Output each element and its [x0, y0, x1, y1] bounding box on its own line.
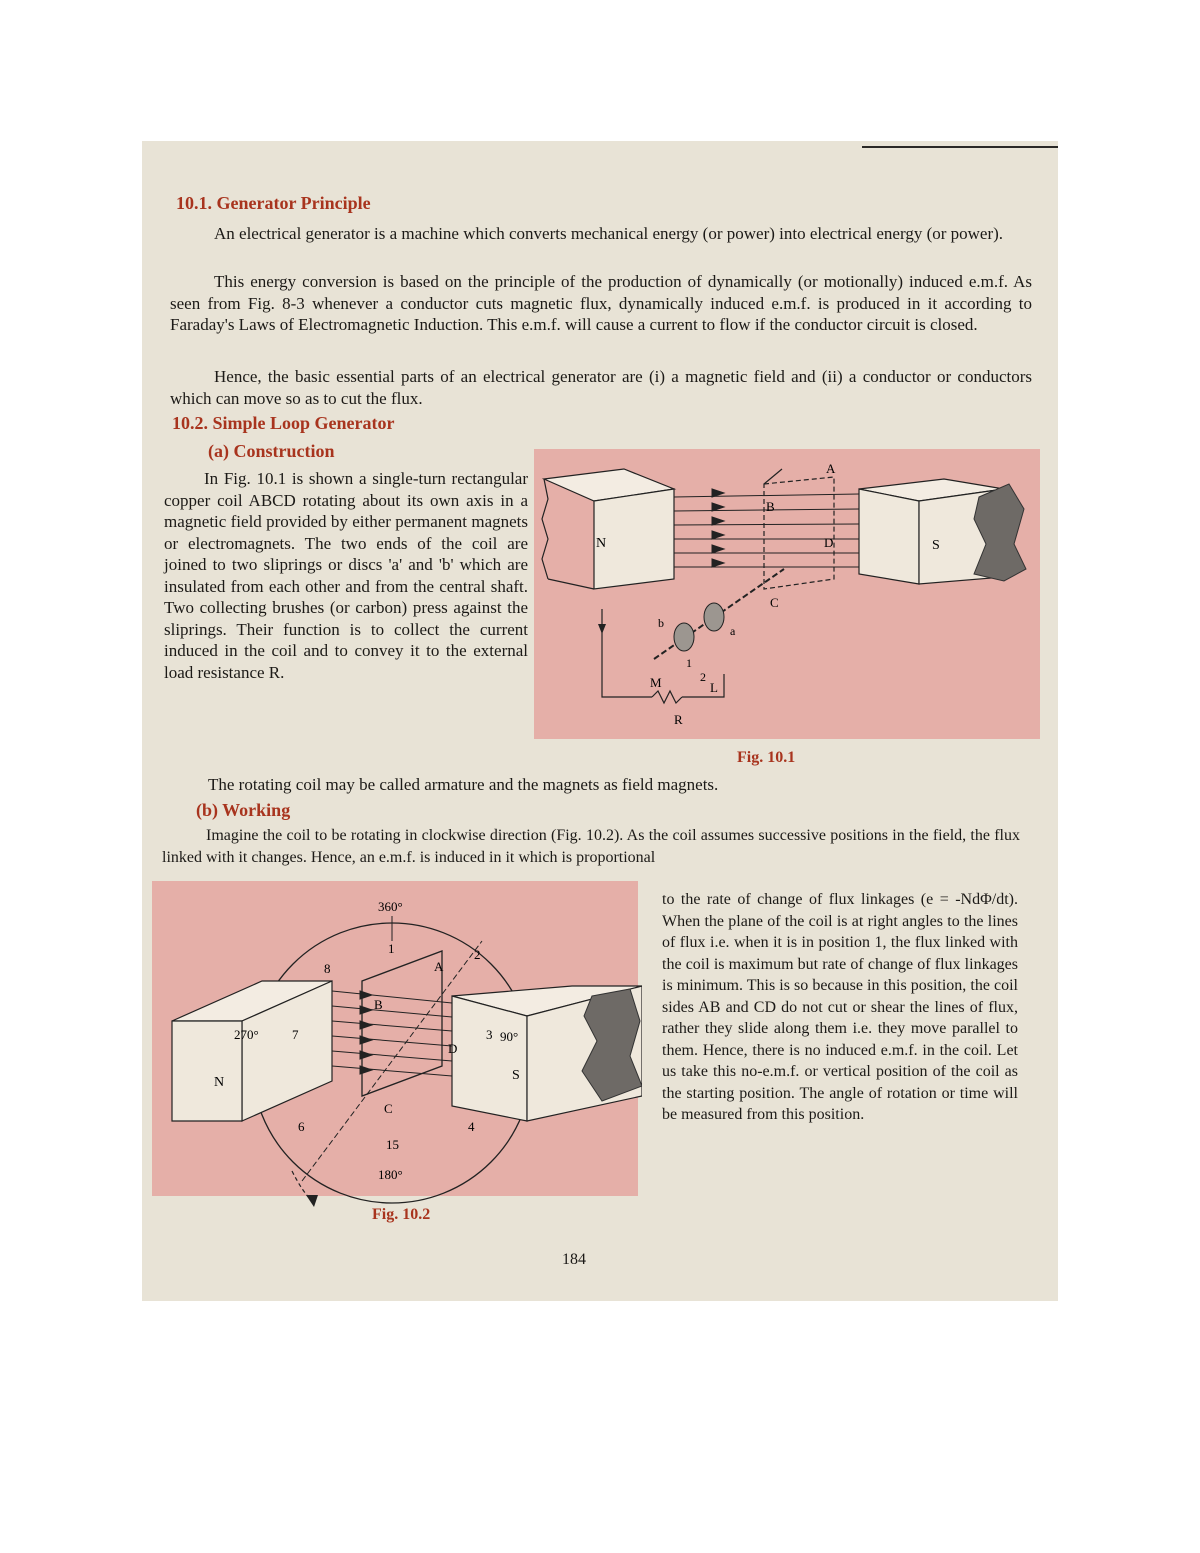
s-pole-face	[859, 489, 919, 584]
external-circuit-left	[602, 609, 652, 697]
fig1-label-b-upper: B	[766, 499, 775, 514]
para-armature-note: The rotating coil may be called armature and the magnets as field magnets.	[208, 775, 719, 794]
fig2-position-7: 7	[292, 1027, 299, 1042]
fig1-label-n: N	[596, 536, 607, 551]
slipring-b	[674, 623, 694, 651]
coil-abcd	[764, 477, 834, 589]
para-energy-conversion: This energy conversion is based on the principle of the production of dynamically (or motionally) induced e.m.f. As seen from Fig. 8-3 whenever a conductor cuts magnetic flux, dynamically induced e.m.f. is produced in it according to Faraday's Laws of Electromagnetic Induction. This e.m.f. will cause a current to flow if the conductor circuit is closed.	[170, 272, 1032, 334]
fig1-label-slip-b: b	[658, 616, 664, 630]
fig2-position-4: 4	[468, 1119, 475, 1134]
figure-10-2	[152, 881, 642, 1211]
fig2-label-270: 270°	[234, 1027, 259, 1042]
fig1-label-brush-1: 1	[686, 656, 692, 670]
flux-lines	[332, 991, 452, 1076]
fig2-label-360: 360°	[378, 899, 403, 914]
para-generator-definition: An electrical generator is a machine which converts mechanical energy (or power) into electrical energy (or power).	[214, 224, 1004, 243]
bleed-through-rule	[862, 146, 1058, 148]
fig2-label-b: B	[374, 997, 383, 1012]
fig2-label-d: D	[448, 1041, 458, 1056]
fig2-position-8: 8	[324, 961, 331, 976]
fig2-label-n: N	[214, 1075, 225, 1090]
caption-fig-10-1: Fig. 10.1	[737, 749, 796, 766]
fig2-position-2: 2	[474, 947, 481, 962]
fig1-label-a-upper: A	[826, 461, 836, 476]
heading-simple-loop-generator: 10.2. Simple Loop Generator	[172, 413, 395, 433]
heading-working: (b) Working	[196, 800, 291, 820]
fig1-label-slip-a: a	[730, 624, 736, 638]
fig1-label-c-upper: C	[770, 595, 779, 610]
heading-generator-principle: 10.1. Generator Principle	[176, 193, 371, 213]
fig1-label-s: S	[932, 538, 940, 553]
load-resistance	[652, 691, 682, 703]
para-working-intro: Imagine the coil to be rotating in clockwise direction (Fig. 10.2). As the coil assumes successive positions in the field, the flux linked with it changes. Hence, an e.m.f. is induced in it which is proportional	[162, 827, 1020, 866]
fig1-label-m: M	[650, 675, 662, 690]
fig1-label-d-upper: D	[824, 535, 834, 550]
fig2-label-90: 90°	[500, 1029, 519, 1044]
page-number: 184	[562, 1251, 586, 1268]
s-pole-face	[452, 996, 527, 1121]
fig2-position-5: 15	[386, 1137, 399, 1152]
s-pole-broken-end	[974, 484, 1026, 581]
para-construction: In Fig. 10.1 is shown a single-turn rectangular copper coil ABCD rotating about its own axis in a magnetic field provided by either permanent magnets or electromagnets. The two ends of the coil are joined to two sliprings or discs 'a' and 'b' which are insulated from each other and from the central shaft. Two collecting brushes (or carbon) press against the sliprings. Their function is to collect the current induced in the coil and to convey it to the external load resistance R.	[164, 469, 528, 682]
slipring-a	[704, 603, 724, 631]
fig2-position-6: 6	[298, 1119, 305, 1134]
n-pole-break	[542, 479, 548, 579]
fig1-label-l: L	[710, 680, 718, 695]
figure-10-1	[534, 449, 1040, 759]
fig1-label-brush-2: 2	[700, 670, 706, 684]
fig1-label-r: R	[674, 712, 683, 727]
fig2-label-c: C	[384, 1101, 393, 1116]
para-working-continued: to the rate of change of flux linkages (e = -NdΦ/dt). When the plane of the coil is at right angles to the lines of flux i.e. when it is in position 1, the flux linked with the coil is maximum but rate of change of flux linkages is minimum. This is so because in this position, the coil sides AB and CD do not cut or shear the lines of flux, rather they slide along them i.e. they move parallel to them. Hence, there is no induced e.m.f. in the coil. Let us take this no-e.m.f. or vertical position of the coil as the starting position. The angle of rotation or time will be measured from this position.	[662, 891, 1018, 1123]
para-essential-parts: Hence, the basic essential parts of an electrical generator are (i) a magnetic field and (ii) a conductor or conductors which can move so as to cut the flux.	[170, 367, 1032, 408]
fig2-label-s: S	[512, 1068, 520, 1083]
caption-fig-10-2: Fig. 10.2	[372, 1206, 431, 1223]
fig2-position-3: 3	[486, 1027, 493, 1042]
fig2-label-a: A	[434, 959, 444, 974]
fig2-label-180: 180°	[378, 1167, 403, 1182]
heading-construction: (a) Construction	[208, 441, 335, 461]
fig2-position-1: 1	[388, 941, 395, 956]
textbook-page	[142, 141, 1058, 1301]
